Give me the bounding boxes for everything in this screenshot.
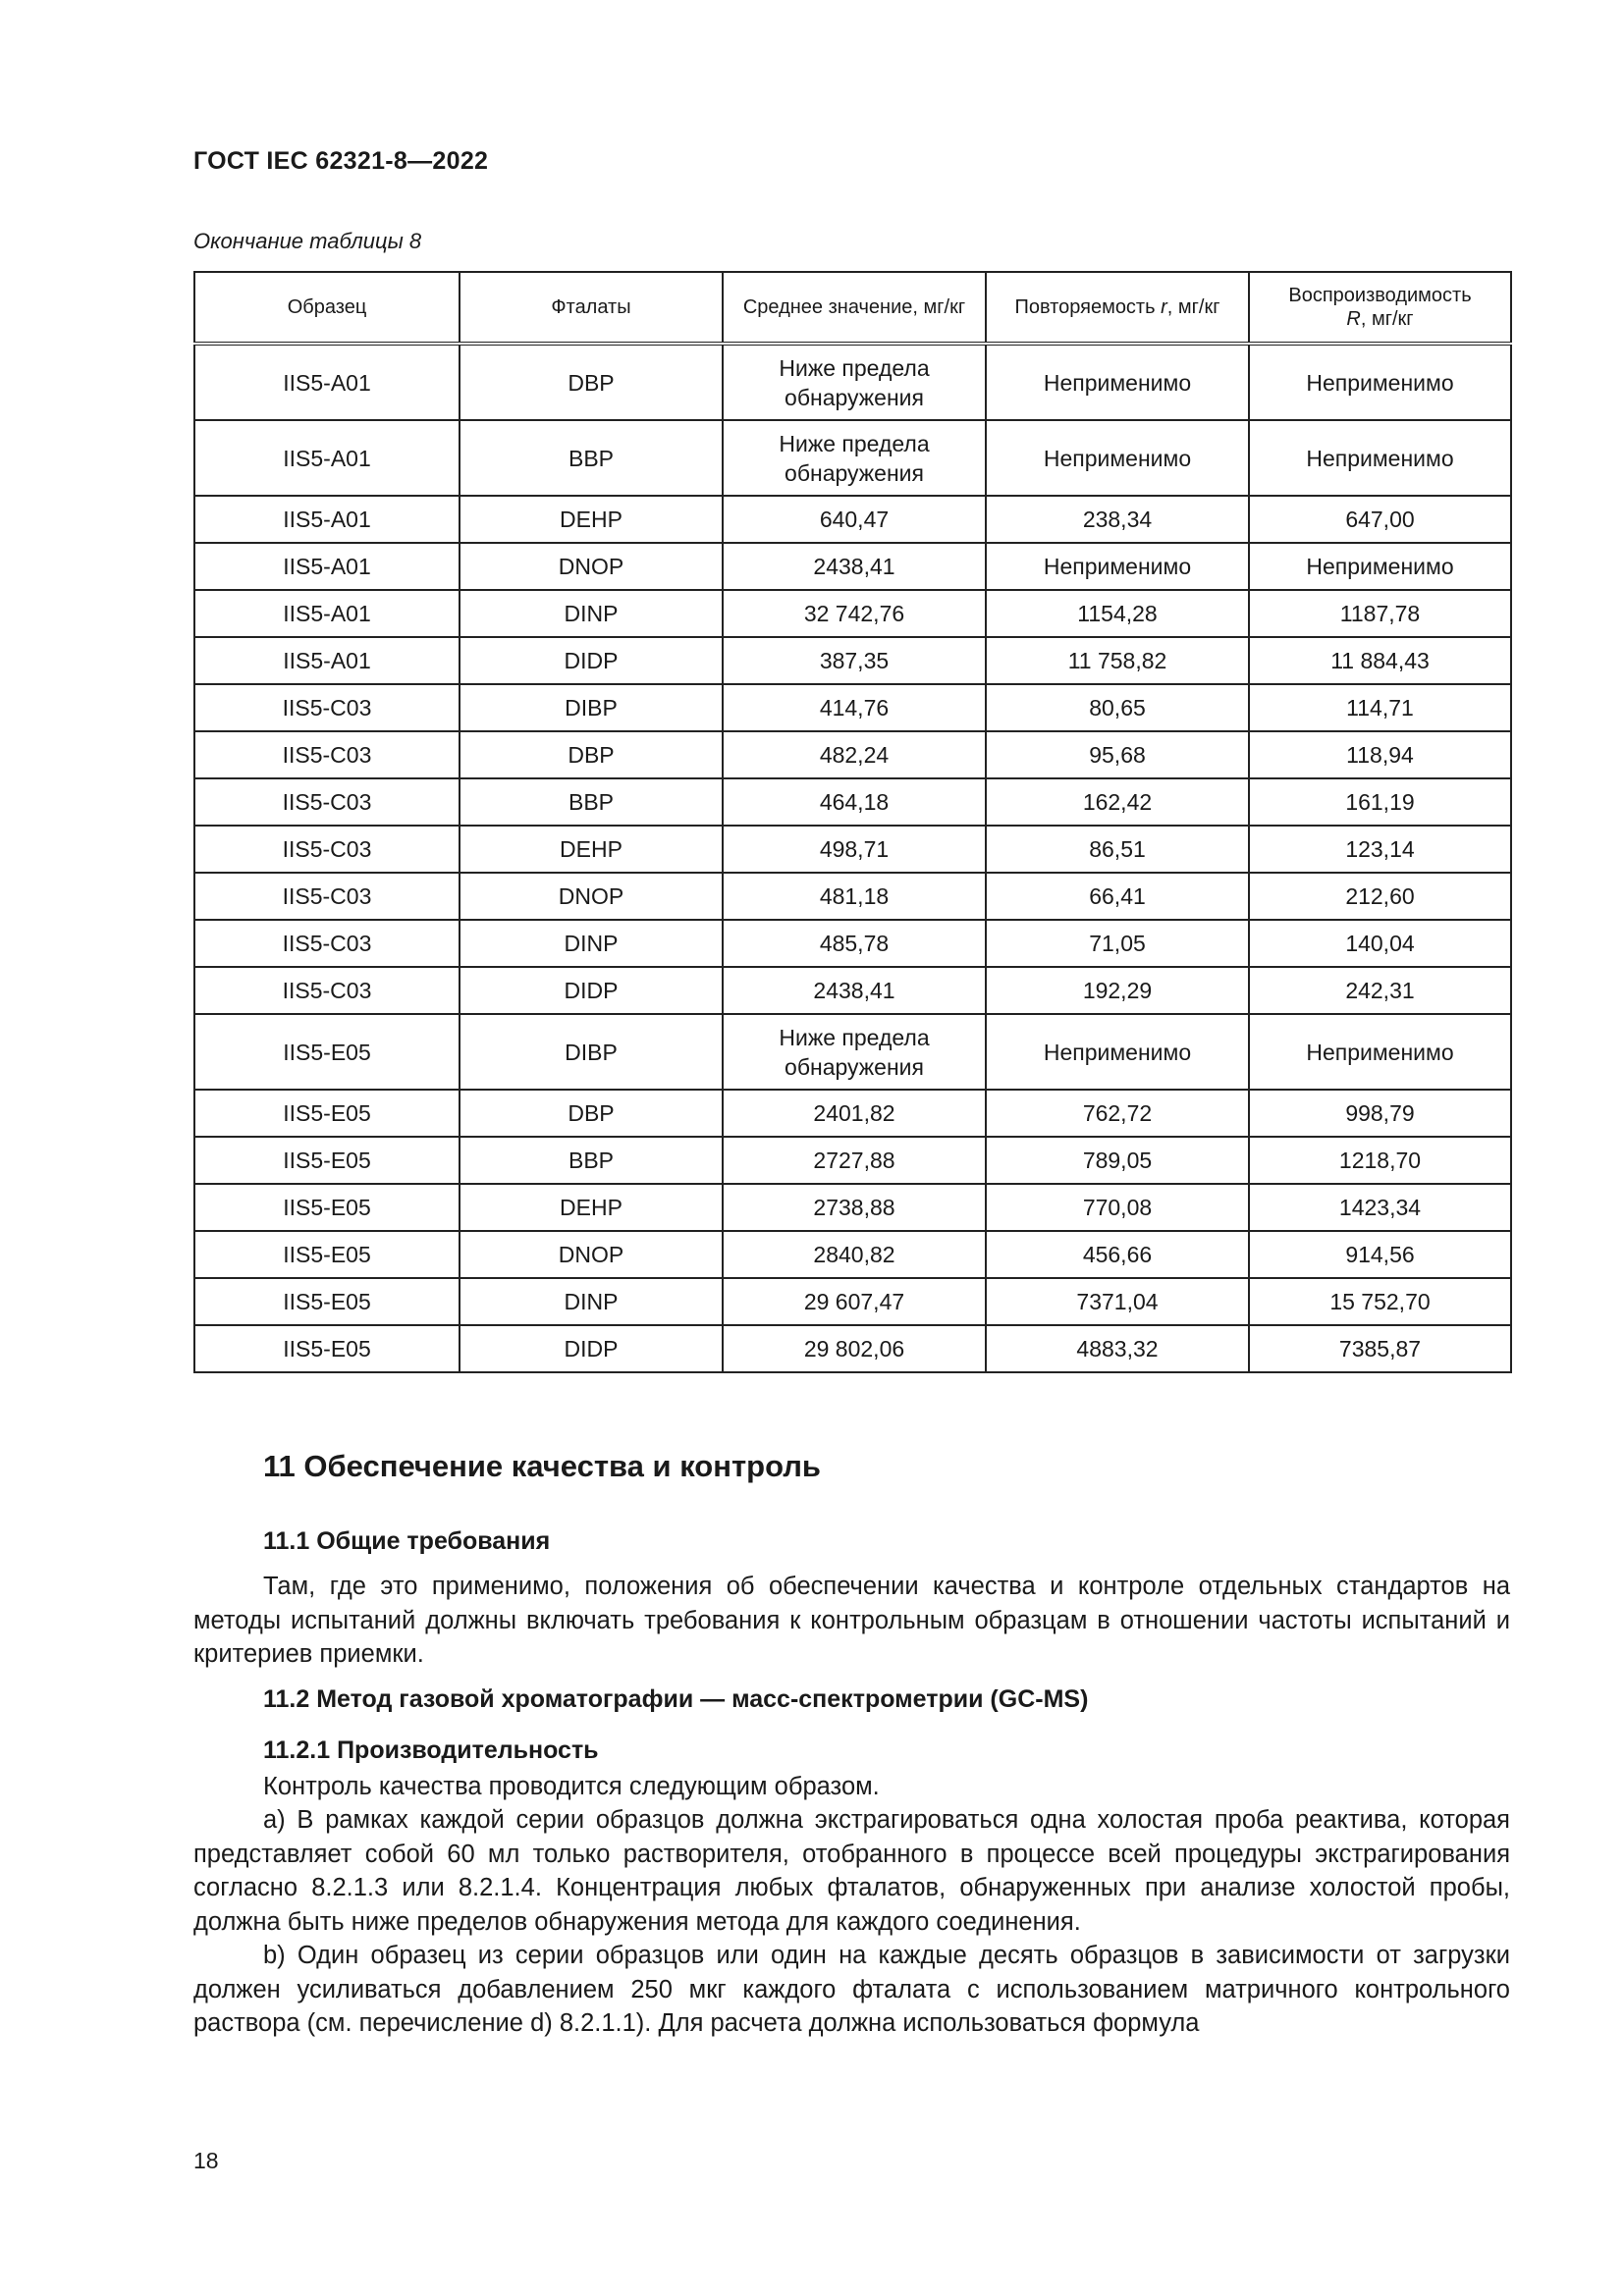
cell-mean: 2401,82 bbox=[723, 1090, 986, 1137]
cell-sample: IIS5-E05 bbox=[194, 1278, 460, 1325]
table-row bbox=[194, 731, 1511, 778]
cell-phthalate: DNOP bbox=[460, 543, 723, 590]
cell-repeatability: Неприменимо bbox=[986, 1014, 1249, 1090]
table-row bbox=[194, 967, 1511, 1014]
cell-mean: 2840,82 bbox=[723, 1231, 986, 1278]
cell-repeatability: 66,41 bbox=[986, 873, 1249, 920]
cell-repeatability: 192,29 bbox=[986, 967, 1249, 1014]
cell-reproducibility: 15 752,70 bbox=[1249, 1278, 1511, 1325]
cell-phthalate: DBP bbox=[460, 731, 723, 778]
cell-mean: Ниже предела обнаружения bbox=[723, 420, 986, 496]
cell-repeatability: 71,05 bbox=[986, 920, 1249, 967]
cell-sample: IIS5-A01 bbox=[194, 496, 460, 543]
cell-sample: IIS5-E05 bbox=[194, 1137, 460, 1184]
column-header-reproducibility: Воспроизводимость R, мг/кг bbox=[1249, 272, 1511, 344]
cell-repeatability: 762,72 bbox=[986, 1090, 1249, 1137]
subsection-title-11-2-1: 11.2.1 Производительность bbox=[263, 1736, 599, 1764]
table-row bbox=[194, 1325, 1511, 1372]
subsection-title-11-1: 11.1 Общие требования bbox=[263, 1527, 551, 1555]
cell-phthalate: DIDP bbox=[460, 967, 723, 1014]
cell-sample: IIS5-C03 bbox=[194, 778, 460, 826]
cell-mean: 481,18 bbox=[723, 873, 986, 920]
cell-phthalate: DNOP bbox=[460, 1231, 723, 1278]
cell-repeatability: 238,34 bbox=[986, 496, 1249, 543]
cell-phthalate: BBP bbox=[460, 420, 723, 496]
cell-mean: 640,47 bbox=[723, 496, 986, 543]
cell-sample: IIS5-A01 bbox=[194, 420, 460, 496]
cell-reproducibility: 118,94 bbox=[1249, 731, 1511, 778]
cell-reproducibility: 914,56 bbox=[1249, 1231, 1511, 1278]
cell-reproducibility: 212,60 bbox=[1249, 873, 1511, 920]
table-caption: Окончание таблицы 8 bbox=[193, 229, 422, 253]
cell-reproducibility: 11 884,43 bbox=[1249, 637, 1511, 684]
cell-sample: IIS5-A01 bbox=[194, 543, 460, 590]
cell-phthalate: DNOP bbox=[460, 873, 723, 920]
column-header-repeatability: Повторяемость r, мг/кг bbox=[986, 272, 1249, 344]
table-row bbox=[194, 543, 1511, 590]
paragraph-intro: Контроль качества проводится следующим образом. bbox=[263, 1773, 880, 1800]
cell-mean: 414,76 bbox=[723, 684, 986, 731]
cell-reproducibility: Неприменимо bbox=[1249, 1014, 1511, 1090]
page-number: 18 bbox=[193, 2148, 219, 2173]
cell-sample: IIS5-C03 bbox=[194, 684, 460, 731]
cell-reproducibility: Неприменимо bbox=[1249, 543, 1511, 590]
list-item-b: b) Один образец из серии образцов или один на каждые десять образцов в зависимости от загрузки должен усиливаться добавлением 250 мкг каждого фталата с использованием матричного контрольного раствора (см. перечисление d) 8.2.1.1). Для расчета должна использоваться формула bbox=[193, 1942, 1510, 2037]
cell-phthalate: DBP bbox=[460, 1090, 723, 1137]
cell-mean: 482,24 bbox=[723, 731, 986, 778]
cell-sample: IIS5-C03 bbox=[194, 967, 460, 1014]
phthalates-table bbox=[193, 271, 1512, 1373]
cell-repeatability: 4883,32 bbox=[986, 1325, 1249, 1372]
cell-repeatability: 1154,28 bbox=[986, 590, 1249, 637]
cell-repeatability: Неприменимо bbox=[986, 543, 1249, 590]
cell-mean: 387,35 bbox=[723, 637, 986, 684]
table-row bbox=[194, 1090, 1511, 1137]
cell-sample: IIS5-E05 bbox=[194, 1090, 460, 1137]
cell-phthalate: BBP bbox=[460, 778, 723, 826]
table-row bbox=[194, 344, 1511, 420]
cell-reproducibility: Неприменимо bbox=[1249, 344, 1511, 420]
table-row bbox=[194, 590, 1511, 637]
document-code-header: ГОСТ IEC 62321-8—2022 bbox=[193, 147, 489, 175]
cell-repeatability: 789,05 bbox=[986, 1137, 1249, 1184]
table-row bbox=[194, 496, 1511, 543]
cell-repeatability: 7371,04 bbox=[986, 1278, 1249, 1325]
cell-mean: 464,18 bbox=[723, 778, 986, 826]
cell-repeatability: 95,68 bbox=[986, 731, 1249, 778]
cell-reproducibility: 161,19 bbox=[1249, 778, 1511, 826]
table-row bbox=[194, 1014, 1511, 1090]
cell-reproducibility: 140,04 bbox=[1249, 920, 1511, 967]
table-row bbox=[194, 420, 1511, 496]
table-row bbox=[194, 637, 1511, 684]
cell-phthalate: DINP bbox=[460, 1278, 723, 1325]
cell-reproducibility: 114,71 bbox=[1249, 684, 1511, 731]
table-row bbox=[194, 1278, 1511, 1325]
list-item-a: a) В рамках каждой серии образцов должна экстрагироваться одна холостая проба реактива, которая представляет собой 60 мл только растворителя, отобранного в процессе всей процедуры экстрагирования согласно 8.2.1.3 или 8.2.1.4. Концентрация любых фталатов, обнаруженных при анализе холостой пробы, должна быть ниже пределов обнаружения метода для каждого соединения. bbox=[193, 1806, 1510, 1936]
cell-repeatability: 86,51 bbox=[986, 826, 1249, 873]
cell-sample: IIS5-E05 bbox=[194, 1231, 460, 1278]
cell-sample: IIS5-A01 bbox=[194, 637, 460, 684]
column-header-sample: Образец bbox=[194, 272, 460, 344]
cell-phthalate: BBP bbox=[460, 1137, 723, 1184]
cell-phthalate: DEHP bbox=[460, 826, 723, 873]
cell-repeatability: 162,42 bbox=[986, 778, 1249, 826]
cell-sample: IIS5-E05 bbox=[194, 1184, 460, 1231]
cell-mean: 485,78 bbox=[723, 920, 986, 967]
cell-reproducibility: 647,00 bbox=[1249, 496, 1511, 543]
cell-mean: Ниже предела обнаружения bbox=[723, 344, 986, 420]
cell-phthalate: DEHP bbox=[460, 496, 723, 543]
cell-reproducibility: 7385,87 bbox=[1249, 1325, 1511, 1372]
cell-sample: IIS5-C03 bbox=[194, 731, 460, 778]
paragraph-general-requirements: Там, где это применимо, положения об обеспечении качества и контроле отдельных стандартов на методы испытаний должны включать требования к контрольным образцам в отношении частоты испытаний и критериев приемки. bbox=[193, 1573, 1510, 1668]
cell-mean: 32 742,76 bbox=[723, 590, 986, 637]
cell-sample: IIS5-E05 bbox=[194, 1325, 460, 1372]
cell-phthalate: DIBP bbox=[460, 1014, 723, 1090]
cell-reproducibility: Неприменимо bbox=[1249, 420, 1511, 496]
cell-phthalate: DBP bbox=[460, 344, 723, 420]
cell-phthalate: DIDP bbox=[460, 1325, 723, 1372]
subsection-title-11-2: 11.2 Метод газовой хроматографии — масс-спектрометрии (GC-MS) bbox=[263, 1685, 1089, 1713]
cell-sample: IIS5-A01 bbox=[194, 344, 460, 420]
table-row bbox=[194, 1231, 1511, 1278]
cell-phthalate: DIBP bbox=[460, 684, 723, 731]
table-row bbox=[194, 778, 1511, 826]
cell-repeatability: 770,08 bbox=[986, 1184, 1249, 1231]
cell-repeatability: 456,66 bbox=[986, 1231, 1249, 1278]
cell-reproducibility: 1218,70 bbox=[1249, 1137, 1511, 1184]
cell-repeatability: 80,65 bbox=[986, 684, 1249, 731]
cell-phthalate: DEHP bbox=[460, 1184, 723, 1231]
cell-phthalate: DIDP bbox=[460, 637, 723, 684]
cell-reproducibility: 123,14 bbox=[1249, 826, 1511, 873]
column-header-mean: Среднее значение, мг/кг bbox=[723, 272, 986, 344]
cell-sample: IIS5-A01 bbox=[194, 590, 460, 637]
cell-reproducibility: 242,31 bbox=[1249, 967, 1511, 1014]
cell-reproducibility: 1423,34 bbox=[1249, 1184, 1511, 1231]
column-header-phthalates: Фталаты bbox=[460, 272, 723, 344]
table-row bbox=[194, 1137, 1511, 1184]
table-row bbox=[194, 920, 1511, 967]
cell-mean: 29 607,47 bbox=[723, 1278, 986, 1325]
table-row bbox=[194, 1184, 1511, 1231]
cell-mean: 2438,41 bbox=[723, 543, 986, 590]
table-row bbox=[194, 684, 1511, 731]
table-row bbox=[194, 826, 1511, 873]
cell-mean: 2738,88 bbox=[723, 1184, 986, 1231]
table-row bbox=[194, 873, 1511, 920]
cell-phthalate: DINP bbox=[460, 920, 723, 967]
section-title: 11 Обеспечение качества и контроль bbox=[263, 1449, 821, 1483]
cell-sample: IIS5-E05 bbox=[194, 1014, 460, 1090]
cell-mean: 498,71 bbox=[723, 826, 986, 873]
cell-reproducibility: 1187,78 bbox=[1249, 590, 1511, 637]
cell-sample: IIS5-C03 bbox=[194, 920, 460, 967]
cell-mean: 2438,41 bbox=[723, 967, 986, 1014]
cell-repeatability: Неприменимо bbox=[986, 344, 1249, 420]
table-body bbox=[194, 344, 1511, 1372]
table-header-row bbox=[194, 272, 1511, 344]
cell-mean: 29 802,06 bbox=[723, 1325, 986, 1372]
cell-sample: IIS5-C03 bbox=[194, 873, 460, 920]
cell-repeatability: Неприменимо bbox=[986, 420, 1249, 496]
cell-phthalate: DINP bbox=[460, 590, 723, 637]
cell-mean: 2727,88 bbox=[723, 1137, 986, 1184]
cell-reproducibility: 998,79 bbox=[1249, 1090, 1511, 1137]
cell-sample: IIS5-C03 bbox=[194, 826, 460, 873]
cell-mean: Ниже предела обнаружения bbox=[723, 1014, 986, 1090]
cell-repeatability: 11 758,82 bbox=[986, 637, 1249, 684]
